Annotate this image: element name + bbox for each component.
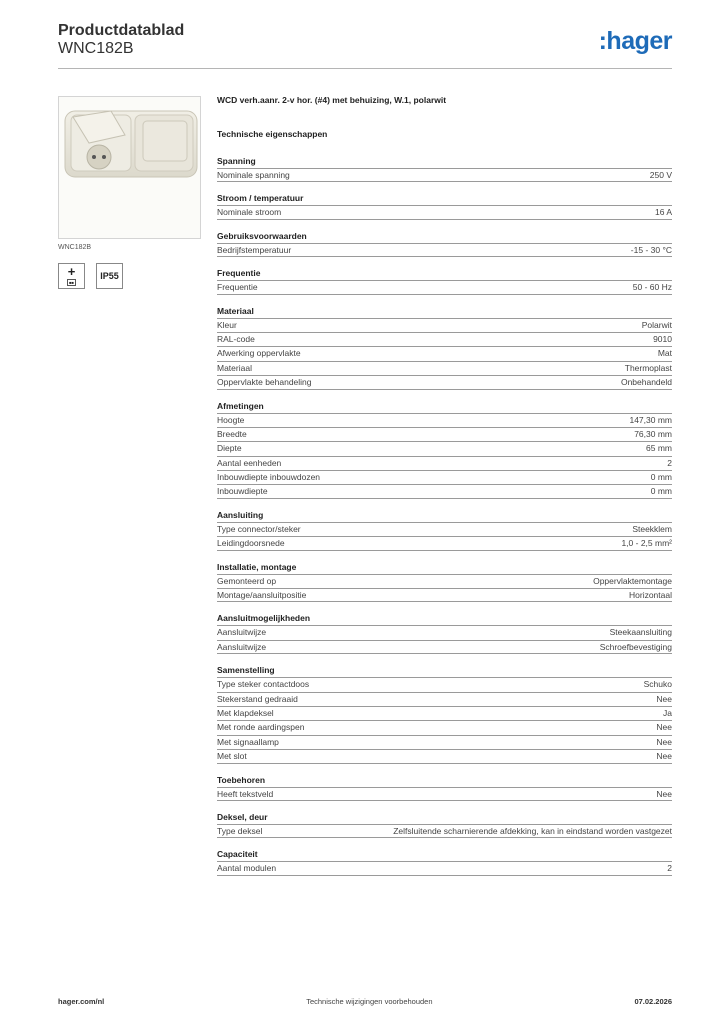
spec-label: Heeft tekstveld bbox=[217, 788, 274, 799]
spec-row bbox=[217, 456, 672, 470]
section-title: Toebehoren bbox=[217, 774, 266, 785]
spec-row bbox=[217, 332, 672, 346]
spec-row bbox=[217, 168, 672, 182]
spec-value: Ja bbox=[663, 707, 672, 718]
spec-rows bbox=[217, 243, 672, 257]
hager-logo: :hager bbox=[598, 27, 672, 55]
spec-section bbox=[217, 561, 672, 603]
spec-value: -15 - 30 °C bbox=[630, 244, 672, 255]
spec-row bbox=[217, 706, 672, 720]
spec-value: 2 bbox=[667, 457, 672, 468]
spec-row bbox=[217, 536, 672, 550]
spec-rows bbox=[217, 574, 672, 603]
spec-label: Type connector/steker bbox=[217, 523, 301, 534]
spec-label: Met slot bbox=[217, 751, 247, 762]
spec-label: Breedte bbox=[217, 428, 247, 439]
spec-value: Oppervlaktemontage bbox=[593, 575, 672, 586]
spec-row bbox=[217, 470, 672, 484]
spec-value: 9010 bbox=[653, 333, 672, 344]
spec-row bbox=[217, 574, 672, 588]
spec-value: Thermoplast bbox=[624, 362, 672, 373]
spec-label: Type deksel bbox=[217, 825, 263, 836]
certification-badges bbox=[58, 263, 123, 289]
spec-label: Aantal modulen bbox=[217, 863, 277, 874]
spec-rows bbox=[217, 522, 672, 551]
section-title: Samenstelling bbox=[217, 665, 275, 676]
spec-row bbox=[217, 640, 672, 654]
spec-label: Diepte bbox=[217, 443, 242, 454]
section-title: Spanning bbox=[217, 156, 256, 166]
spec-label: Type steker contactdoos bbox=[217, 679, 310, 690]
spec-rows bbox=[217, 824, 672, 838]
section-title: Afmetingen bbox=[217, 400, 264, 411]
spec-row bbox=[217, 625, 672, 639]
spec-label: Met ronde aardingspen bbox=[217, 722, 305, 733]
spec-label: Aansluitwijze bbox=[217, 627, 267, 638]
section-title: Aansluitmogelijkheden bbox=[217, 613, 311, 624]
section-title: Gebruiksvoorwaarden bbox=[217, 230, 307, 241]
spec-value: Zelfsluitende scharnierende afdekking, kan in eindstand worden vastgezet bbox=[393, 825, 672, 836]
spec-row bbox=[217, 787, 672, 801]
spec-section bbox=[217, 400, 672, 499]
socket-outlet-illustration bbox=[59, 97, 200, 238]
spec-value: 0 mm bbox=[650, 486, 672, 497]
spec-value: Nee bbox=[656, 788, 672, 799]
spec-rows bbox=[217, 625, 672, 654]
spec-section bbox=[217, 155, 672, 182]
header-divider bbox=[58, 68, 672, 69]
product-image bbox=[58, 96, 201, 239]
spec-rows bbox=[217, 168, 672, 182]
tech-heading: Technische eigenschappen bbox=[217, 129, 328, 139]
spec-label: Kleur bbox=[217, 319, 237, 330]
section-title: Installatie, montage bbox=[217, 561, 297, 572]
spec-value: Onbehandeld bbox=[620, 377, 672, 388]
image-caption: WNC182B bbox=[58, 244, 92, 251]
spec-section bbox=[217, 267, 672, 294]
spec-label: RAL-code bbox=[217, 333, 255, 344]
page-header bbox=[58, 22, 672, 70]
spec-label: Oppervlakte behandeling bbox=[217, 377, 312, 388]
spec-rows bbox=[217, 861, 672, 875]
spec-section bbox=[217, 230, 672, 257]
spec-row bbox=[217, 318, 672, 332]
spec-value: Polarwit bbox=[641, 319, 672, 330]
spec-section bbox=[217, 774, 672, 801]
spec-value: 50 - 60 Hz bbox=[632, 282, 672, 293]
spec-rows bbox=[217, 787, 672, 801]
spec-section bbox=[217, 811, 672, 838]
spec-value: Nee bbox=[656, 722, 672, 733]
page-footer bbox=[58, 997, 672, 1006]
spec-value: Mat bbox=[657, 348, 672, 359]
spec-sections bbox=[217, 155, 672, 876]
spec-row bbox=[217, 749, 672, 763]
document-title: Productdatablad bbox=[58, 22, 185, 39]
footer-date: 07.02.2026 bbox=[634, 997, 672, 1006]
spec-row bbox=[217, 861, 672, 875]
spec-label: Met signaallamp bbox=[217, 736, 279, 747]
spec-value: Nee bbox=[656, 751, 672, 762]
section-title: Capaciteit bbox=[217, 849, 258, 860]
ip-rating-badge: IP55 bbox=[96, 263, 123, 289]
spec-label: Inbouwdiepte inbouwdozen bbox=[217, 472, 321, 483]
spec-label: Nominale spanning bbox=[217, 170, 290, 180]
spec-value: 65 mm bbox=[646, 443, 672, 454]
spec-rows bbox=[217, 677, 672, 763]
spec-section bbox=[217, 509, 672, 551]
section-title: Stroom / temperatuur bbox=[217, 193, 304, 204]
spec-label: Gemonteerd op bbox=[217, 575, 277, 586]
spec-row bbox=[217, 588, 672, 602]
spec-label: Afwerking oppervlakte bbox=[217, 348, 301, 359]
spec-label: Inbouwdiepte bbox=[217, 486, 268, 497]
spec-rows bbox=[217, 280, 672, 294]
spec-value: 1,0 - 2,5 mm² bbox=[621, 538, 672, 549]
spec-label: Met klapdeksel bbox=[217, 707, 274, 718]
spec-row bbox=[217, 427, 672, 441]
spec-label: Bedrijfstemperatuur bbox=[217, 244, 292, 255]
footer-website: hager.com/nl bbox=[58, 997, 105, 1006]
spec-value: Steekklem bbox=[632, 523, 672, 534]
spec-value: 76,30 mm bbox=[634, 428, 672, 439]
spec-rows bbox=[217, 413, 672, 499]
spec-value: Schroefbevestiging bbox=[599, 641, 672, 652]
spec-section bbox=[217, 664, 672, 763]
spec-row bbox=[217, 484, 672, 498]
product-description: WCD verh.aanr. 2-v hor. (#4) met behuizing, W.1, polarwit bbox=[217, 95, 447, 105]
spec-row bbox=[217, 522, 672, 536]
spec-row bbox=[217, 375, 672, 389]
spec-row bbox=[217, 720, 672, 734]
spec-row bbox=[217, 692, 672, 706]
spec-section bbox=[217, 305, 672, 390]
spec-label: Frequentie bbox=[217, 282, 258, 293]
spec-row bbox=[217, 361, 672, 375]
spec-rows bbox=[217, 318, 672, 390]
spec-label: Stekerstand gedraaid bbox=[217, 693, 298, 704]
spec-value: Nee bbox=[656, 693, 672, 704]
spec-row bbox=[217, 280, 672, 294]
spec-sheet bbox=[217, 95, 672, 886]
spec-row bbox=[217, 413, 672, 427]
spec-row bbox=[217, 824, 672, 838]
spec-value: Steekaansluiting bbox=[609, 627, 672, 638]
spec-section bbox=[217, 612, 672, 654]
section-title: Aansluiting bbox=[217, 509, 264, 520]
protection-class-icon: + ■■ bbox=[58, 263, 85, 289]
section-title: Deksel, deur bbox=[217, 811, 268, 822]
spec-value: Nee bbox=[656, 736, 672, 747]
spec-row bbox=[217, 441, 672, 455]
spec-label: Hoogte bbox=[217, 414, 245, 425]
spec-row bbox=[217, 346, 672, 360]
spec-label: Montage/aansluitpositie bbox=[217, 590, 307, 601]
spec-label: Aansluitwijze bbox=[217, 641, 267, 652]
section-title: Frequentie bbox=[217, 268, 261, 279]
spec-value: 147,30 mm bbox=[629, 414, 672, 425]
spec-value: 0 mm bbox=[650, 472, 672, 483]
spec-label: Materiaal bbox=[217, 362, 252, 373]
product-code: WNC182B bbox=[58, 40, 134, 57]
spec-label: Leidingdoorsnede bbox=[217, 538, 285, 549]
spec-row bbox=[217, 243, 672, 257]
section-title: Materiaal bbox=[217, 305, 254, 316]
spec-rows bbox=[217, 205, 672, 219]
spec-label: Aantal eenheden bbox=[217, 457, 282, 468]
spec-label: Nominale stroom bbox=[217, 207, 282, 218]
spec-row bbox=[217, 735, 672, 749]
spec-value: 250 V bbox=[649, 170, 672, 180]
spec-section bbox=[217, 848, 672, 875]
spec-value: Horizontaal bbox=[629, 590, 672, 601]
spec-value: Schuko bbox=[643, 679, 672, 690]
footer-disclaimer: Technische wijzigingen voorbehouden bbox=[306, 997, 433, 1006]
spec-row bbox=[217, 677, 672, 691]
spec-section bbox=[217, 192, 672, 219]
spec-row bbox=[217, 205, 672, 219]
spec-value: 2 bbox=[667, 863, 672, 874]
spec-value: 16 A bbox=[654, 207, 672, 218]
